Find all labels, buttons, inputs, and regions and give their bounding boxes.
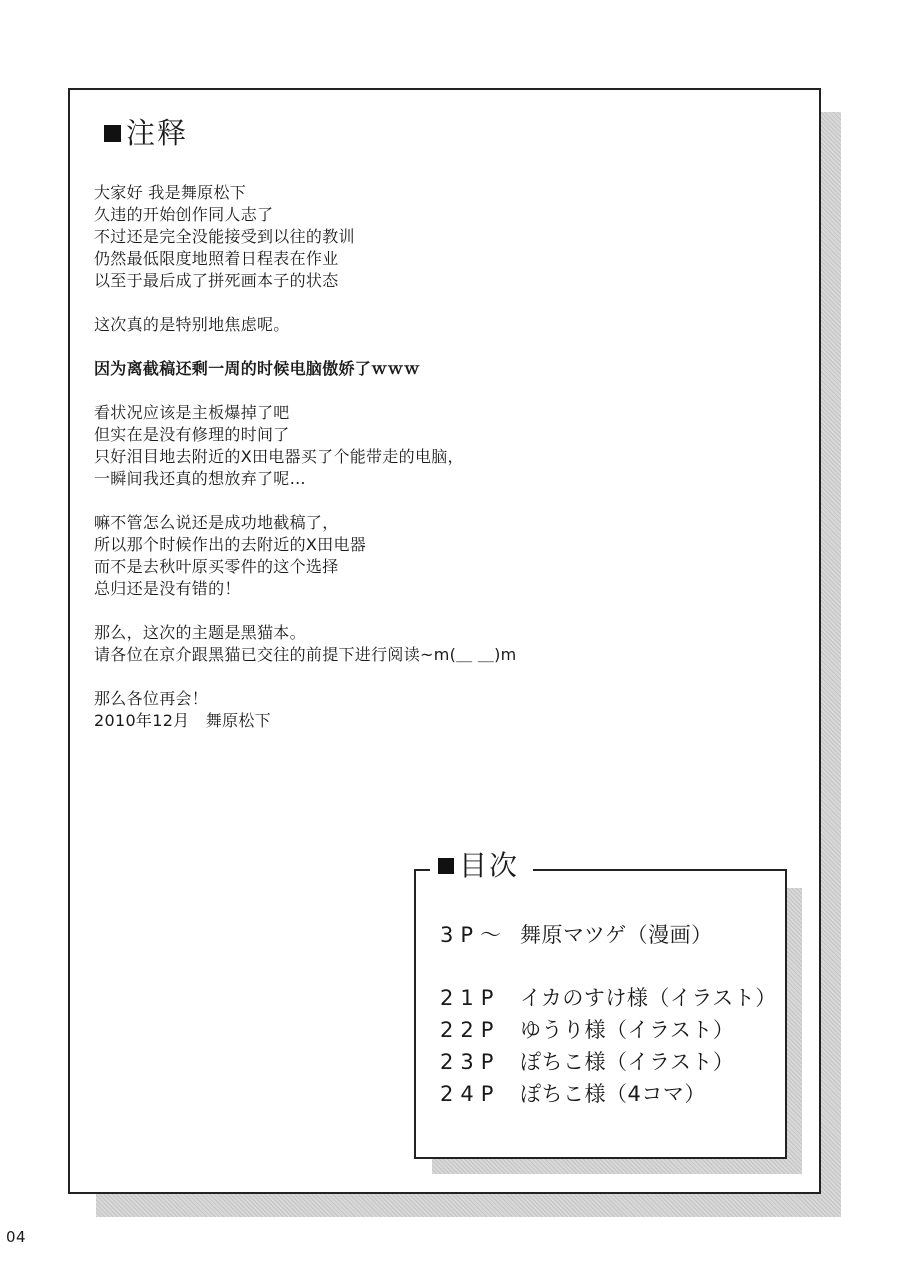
notes-line: 看状况应该是主板爆掉了吧 xyxy=(94,403,290,422)
toc-label: ぽちこ様（4コマ） xyxy=(520,1082,706,1106)
toc-entry xyxy=(440,984,777,1012)
toc-entry xyxy=(440,1048,777,1076)
page-number: 04 xyxy=(6,1228,27,1246)
notes-line: 而不是去秋叶原买零件的这个选择 xyxy=(94,557,339,576)
notes-paragraph xyxy=(94,622,794,666)
notes-line: 那么，这次的主题是黑猫本。 xyxy=(94,623,306,642)
toc-page: 22P xyxy=(440,1018,501,1042)
notes-line: 不过还是完全没能接受到以往的教训 xyxy=(94,227,355,246)
notes-title-text: 注释 xyxy=(126,116,189,150)
notes-body xyxy=(94,182,794,754)
toc-page: 23P xyxy=(440,1050,501,1074)
notes-line: 仍然最低限度地照着日程表在作业 xyxy=(94,249,339,268)
notes-paragraph xyxy=(94,402,794,490)
notes-line: 总归还是没有错的！ xyxy=(94,579,241,598)
notes-line: 但实在是没有修理的时间了 xyxy=(94,425,290,444)
toc-page: 21P xyxy=(440,986,501,1010)
black-square-icon xyxy=(104,125,121,142)
notes-line: 嘛不管怎么说还是成功地截稿了， xyxy=(94,513,339,532)
toc-page: 24P xyxy=(440,1082,501,1106)
toc-entry xyxy=(440,1080,777,1108)
notes-line: 一瞬间我还真的想放弃了呢… xyxy=(94,469,306,488)
notes-line: 这次真的是特别地焦虑呢。 xyxy=(94,315,290,334)
notes-paragraph xyxy=(94,358,794,380)
notes-line: 所以那个时候作出的去附近的X田电器 xyxy=(94,535,367,554)
notes-paragraph xyxy=(94,182,794,292)
notes-line: 以至于最后成了拼死画本子的状态 xyxy=(94,271,339,290)
toc-title-text: 目次 xyxy=(459,849,520,882)
toc-entry xyxy=(440,921,777,949)
toc-list xyxy=(440,921,777,1112)
notes-line: 大家好 我是舞原松下 xyxy=(94,183,247,202)
toc-label: イカのすけ様（イラスト） xyxy=(520,986,777,1010)
toc-label: ぽちこ様（イラスト） xyxy=(520,1050,735,1074)
notes-line: 请各位在京介跟黑猫已交往的前提下进行阅读~m(＿ ＿)m xyxy=(94,645,517,664)
notes-line-emphasis: 因为离截稿还剩一周的时候电脑傲娇了ｗｗｗ xyxy=(94,359,421,378)
toc-label: 舞原マツゲ（漫画） xyxy=(520,923,713,947)
notes-paragraph xyxy=(94,314,794,336)
toc-page: 3P～ xyxy=(440,923,509,947)
notes-line: 久违的开始创作同人志了 xyxy=(94,205,274,224)
notes-line: 那么各位再会！ xyxy=(94,689,209,708)
notes-line: 只好泪目地去附近的X田电器买了个能带走的电脑， xyxy=(94,447,464,466)
toc-label: ゆうり様（イラスト） xyxy=(520,1018,735,1042)
notes-signature: 2010年12月 舞原松下 xyxy=(94,711,271,730)
notes-paragraph xyxy=(94,688,794,732)
notes-title xyxy=(104,116,188,150)
toc-entry xyxy=(440,1016,777,1044)
notes-paragraph xyxy=(94,512,794,600)
black-square-icon xyxy=(438,858,454,874)
toc-title xyxy=(430,848,533,884)
